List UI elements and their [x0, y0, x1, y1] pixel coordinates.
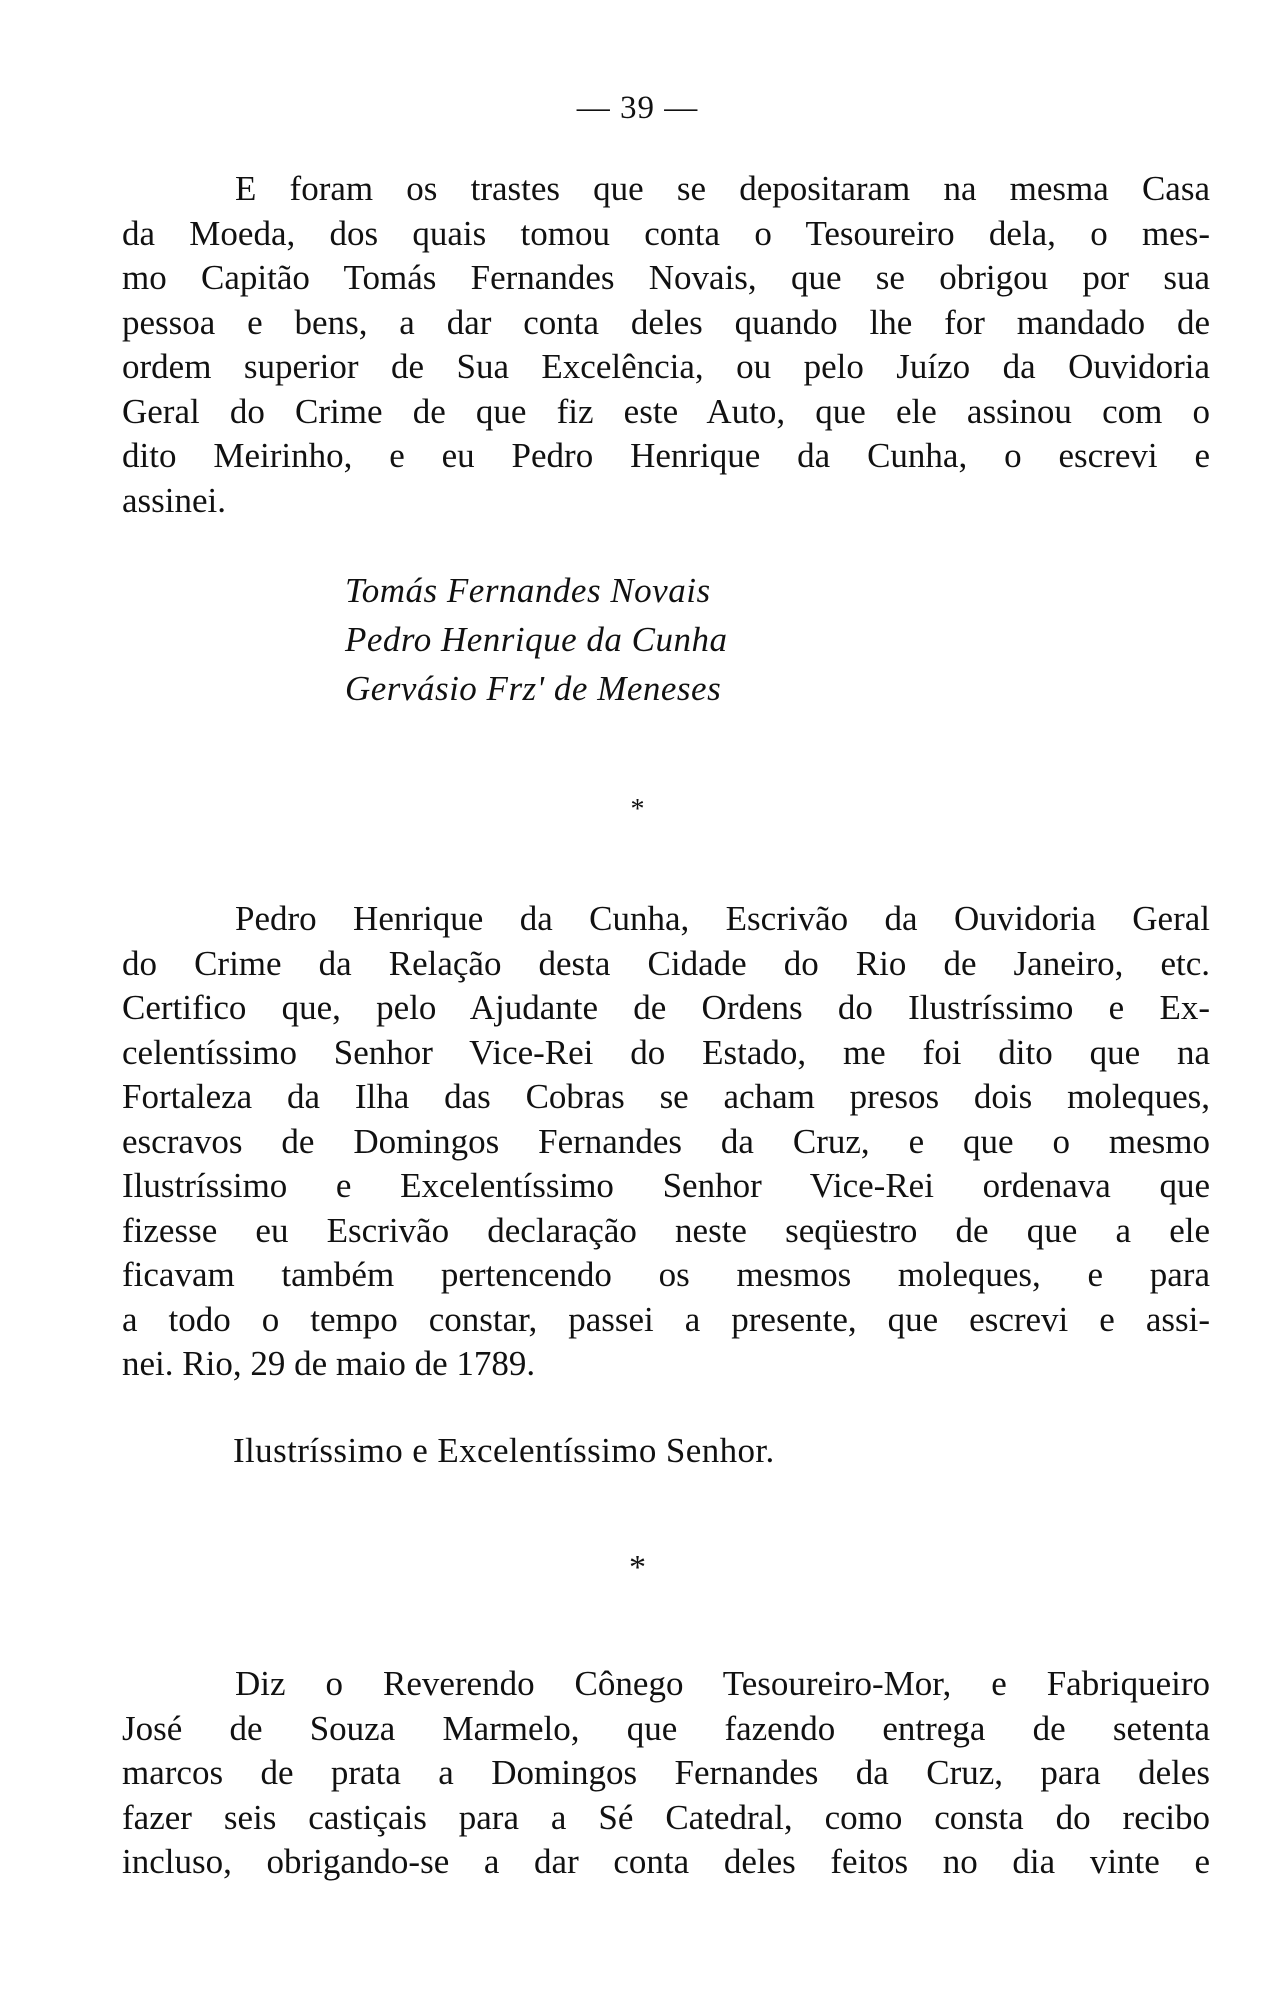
paragraph-line: Certifico que, pelo Ajudante de Ordens do Ilustríssimo e Ex-	[122, 988, 1210, 1027]
signatures	[345, 566, 728, 713]
paragraph-line: celentíssimo Senhor Vice-Rei do Estado, me foi dito que na	[122, 1032, 1210, 1072]
signature-line: Tomás Fernandes Novais	[345, 571, 711, 610]
paragraph-certidao	[122, 897, 1210, 1387]
paragraph-line: Pedro Henrique da Cunha, Escrivão da Ouvidoria Geral	[235, 899, 1210, 938]
paragraph-line: Diz o Reverendo Cônego Tesoureiro-Mor, e Fabriqueiro	[235, 1664, 1210, 1703]
paragraph-line: fazer seis castiçais para a Sé Catedral, como consta do recibo	[122, 1797, 1210, 1837]
paragraph-line: da Moeda, dos quais tomou conta o Tesoureiro dela, o mes-	[122, 213, 1210, 253]
paragraph-line: a todo o tempo constar, passei a presente, que escrevi e assi-	[122, 1299, 1210, 1339]
paragraph-line: incluso, obrigando-se a dar conta deles feitos no dia vinte e	[122, 1842, 1210, 1881]
paragraph-line: ordem superior de Sua Excelência, ou pelo Juízo da Ouvidoria	[122, 347, 1210, 386]
paragraph-line: do Crime da Relação desta Cidade do Rio de Janeiro, etc.	[122, 943, 1210, 983]
paragraph-line: pessoa e bens, a dar conta deles quando lhe for mandado de	[122, 302, 1210, 342]
section-separator: *	[629, 1549, 646, 1586]
paragraph-peticao	[122, 1662, 1210, 1885]
signature-line: Gervásio Frz' de Meneses	[345, 669, 722, 708]
paragraph-line: assinei.	[122, 480, 227, 520]
paragraph-line: Fortaleza da Ilha das Cobras se acham presos dois moleques,	[122, 1077, 1210, 1116]
paragraph-line: José de Souza Marmelo, que fazendo entrega de setenta	[122, 1708, 1210, 1748]
closing-salutation: Ilustríssimo e Excelentíssimo Senhor.	[233, 1431, 775, 1470]
section-separator: *	[630, 794, 645, 825]
paragraph-line: Geral do Crime de que fiz este Auto, que ele assinou com o	[122, 391, 1210, 431]
paragraph-line: fizesse eu Escrivão declaração neste seqüestro de que a ele	[122, 1210, 1210, 1250]
page-number: — 39 —	[576, 90, 699, 126]
paragraph-line: escravos de Domingos Fernandes da Cruz, e que o mesmo	[122, 1121, 1210, 1161]
paragraph-auto-deposito	[122, 167, 1210, 523]
paragraph-line: ficavam também pertencendo os mesmos moleques, e para	[122, 1255, 1210, 1294]
paragraph-line: dito Meirinho, e eu Pedro Henrique da Cunha, o escrevi e	[122, 436, 1210, 475]
paragraph-line: mo Capitão Tomás Fernandes Novais, que se obrigou por sua	[122, 258, 1210, 297]
signature-line: Pedro Henrique da Cunha	[345, 620, 728, 659]
paragraph-line: marcos de prata a Domingos Fernandes da Cruz, para deles	[122, 1753, 1210, 1792]
paragraph-line: E foram os trastes que se depositaram na mesma Casa	[235, 169, 1210, 208]
paragraph-line: Ilustríssimo e Excelentíssimo Senhor Vice-Rei ordenava que	[122, 1166, 1210, 1205]
paragraph-line: nei. Rio, 29 de maio de 1789.	[122, 1344, 536, 1383]
